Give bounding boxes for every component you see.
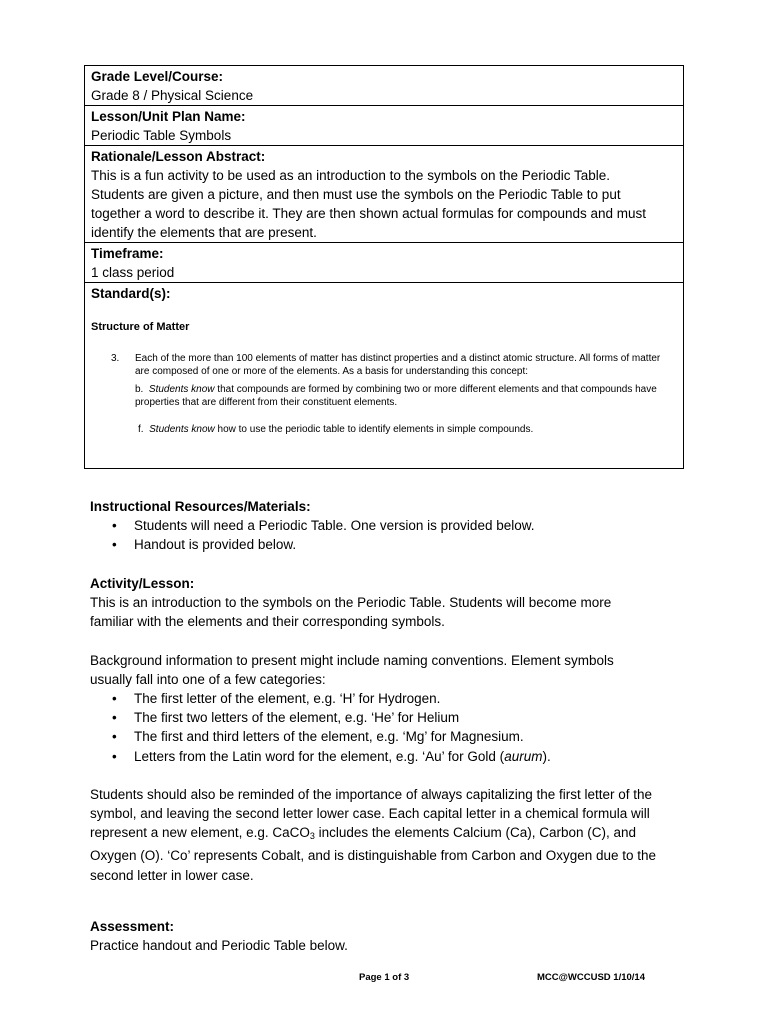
standard-b-italic: Students know (148, 384, 215, 395)
standard-b-prefix: b. (135, 384, 144, 395)
list-item (90, 535, 690, 554)
rationale-line: identify the elements that are present. (91, 225, 317, 240)
list-item (90, 727, 690, 746)
latin-suffix: ). (542, 748, 551, 764)
bullet-icon: • (112, 748, 117, 764)
bullet-icon: • (112, 691, 117, 707)
rationale-line: This is a fun activity to be used as an introduction to the symbols on the Periodic Table. (91, 168, 611, 183)
formula-subscript: 3 (309, 831, 315, 842)
bullet-icon: • (112, 729, 117, 745)
latin-prefix: Letters from the Latin word for the element, e.g. ‘Au’ for Gold ( (134, 748, 505, 764)
activity-section (90, 574, 690, 885)
reminder-line: Oxygen (O). ‘Co’ represents Cobalt, and is distinguishable from Carbon and Oxygen due to the (90, 848, 657, 864)
activity-intro-line: familiar with the elements and their corresponding symbols. (90, 614, 445, 630)
resources-heading: Instructional Resources/Materials: (90, 499, 311, 514)
rationale-label: Rationale/Lesson Abstract: (91, 149, 266, 164)
background-line: Background information to present might include naming conventions. Element symbols (90, 652, 614, 668)
lesson-label: Lesson/Unit Plan Name: (91, 109, 246, 124)
standards-cell (85, 283, 683, 468)
standards-label: Standard(s): (91, 286, 171, 301)
reminder-formula-prefix: represent a new element, e.g. CaCO (90, 825, 310, 841)
bullet-icon: • (112, 537, 117, 553)
page-number: Page 1 of 3 (359, 972, 410, 983)
list-item (90, 747, 690, 766)
reminder-line (90, 823, 690, 846)
resource-item-text: Students will need a Periodic Table. One version is provided below. (134, 518, 535, 534)
rationale-line: Students are given a picture, and then must use the symbols on the Periodic Table to put (91, 187, 621, 202)
standard-f-text: how to use the periodic table to identify elements in simple compounds. (217, 424, 534, 435)
bullet-icon: • (112, 710, 117, 726)
reminder-line: symbol, and leaving the second letter lower case. Each capital letter in a chemical formula will (90, 806, 650, 822)
reminder-line: second letter in lower case. (90, 867, 254, 883)
standard-3b (135, 383, 675, 409)
standards-heading: Structure of Matter (91, 321, 190, 333)
standard-f-prefix: f. (138, 424, 144, 435)
assessment-heading: Assessment: (90, 919, 175, 934)
timeframe-label: Timeframe: (91, 246, 164, 261)
list-item (90, 516, 690, 535)
lesson-info-table (84, 65, 684, 469)
assessment-section (90, 917, 690, 955)
resources-list (90, 516, 690, 554)
resources-section (90, 497, 690, 555)
timeframe-value: 1 class period (91, 265, 175, 280)
activity-intro-line: This is an introduction to the symbols on the Periodic Table. Students will become more (90, 595, 612, 611)
standard-number: 3. (111, 353, 120, 364)
assessment-text: Practice handout and Periodic Table below. (90, 938, 348, 954)
lesson-cell (85, 106, 683, 146)
grade-label: Grade Level/Course: (91, 69, 224, 84)
activity-heading: Activity/Lesson: (90, 576, 195, 591)
reminder-line: Students should also be reminded of the importance of always capitalizing the first letter of the (90, 786, 653, 802)
resource-item-text: Handout is provided below. (134, 537, 297, 553)
standard-f-italic: Students know (149, 424, 215, 435)
symbol-categories-list (90, 689, 690, 766)
category-text: The first two letters of the element, e.g. ‘He’ for Helium (134, 710, 460, 726)
footer-credit: MCC@WCCUSD 1/10/14 (537, 972, 645, 983)
category-text: The first letter of the element, e.g. ‘H’ for Hydrogen. (134, 691, 441, 707)
timeframe-cell (85, 243, 683, 283)
standard-main-text: Each of the more than 100 elements of matter has distinct properties and a distinct atomic structure. All forms of matter are composed of one or more of the elements. As a basis for understanding this concept: (135, 353, 661, 377)
lesson-value: Periodic Table Symbols (91, 128, 232, 143)
list-item (90, 689, 690, 708)
grade-value: Grade 8 / Physical Science (91, 88, 254, 103)
rationale-line: together a word to describe it. They are then shown actual formulas for compounds and must (91, 206, 647, 221)
latin-italic: aurum (504, 748, 543, 764)
standard-b-text: that compounds are formed by combining two or more different elements and that compounds have properties that are different from their constituent elements. (135, 384, 657, 408)
rationale-cell (85, 146, 683, 243)
list-item (90, 708, 690, 727)
category-text: The first and third letters of the element, e.g. ‘Mg’ for Magnesium. (134, 729, 524, 745)
standard-3f (138, 423, 678, 436)
bullet-icon: • (112, 518, 117, 534)
reminder-formula-suffix: includes the elements Calcium (Ca), Carbon (C), and (314, 825, 637, 841)
standard-3 (111, 352, 671, 378)
background-line: usually fall into one of a few categories: (90, 671, 326, 687)
grade-cell (85, 66, 683, 106)
